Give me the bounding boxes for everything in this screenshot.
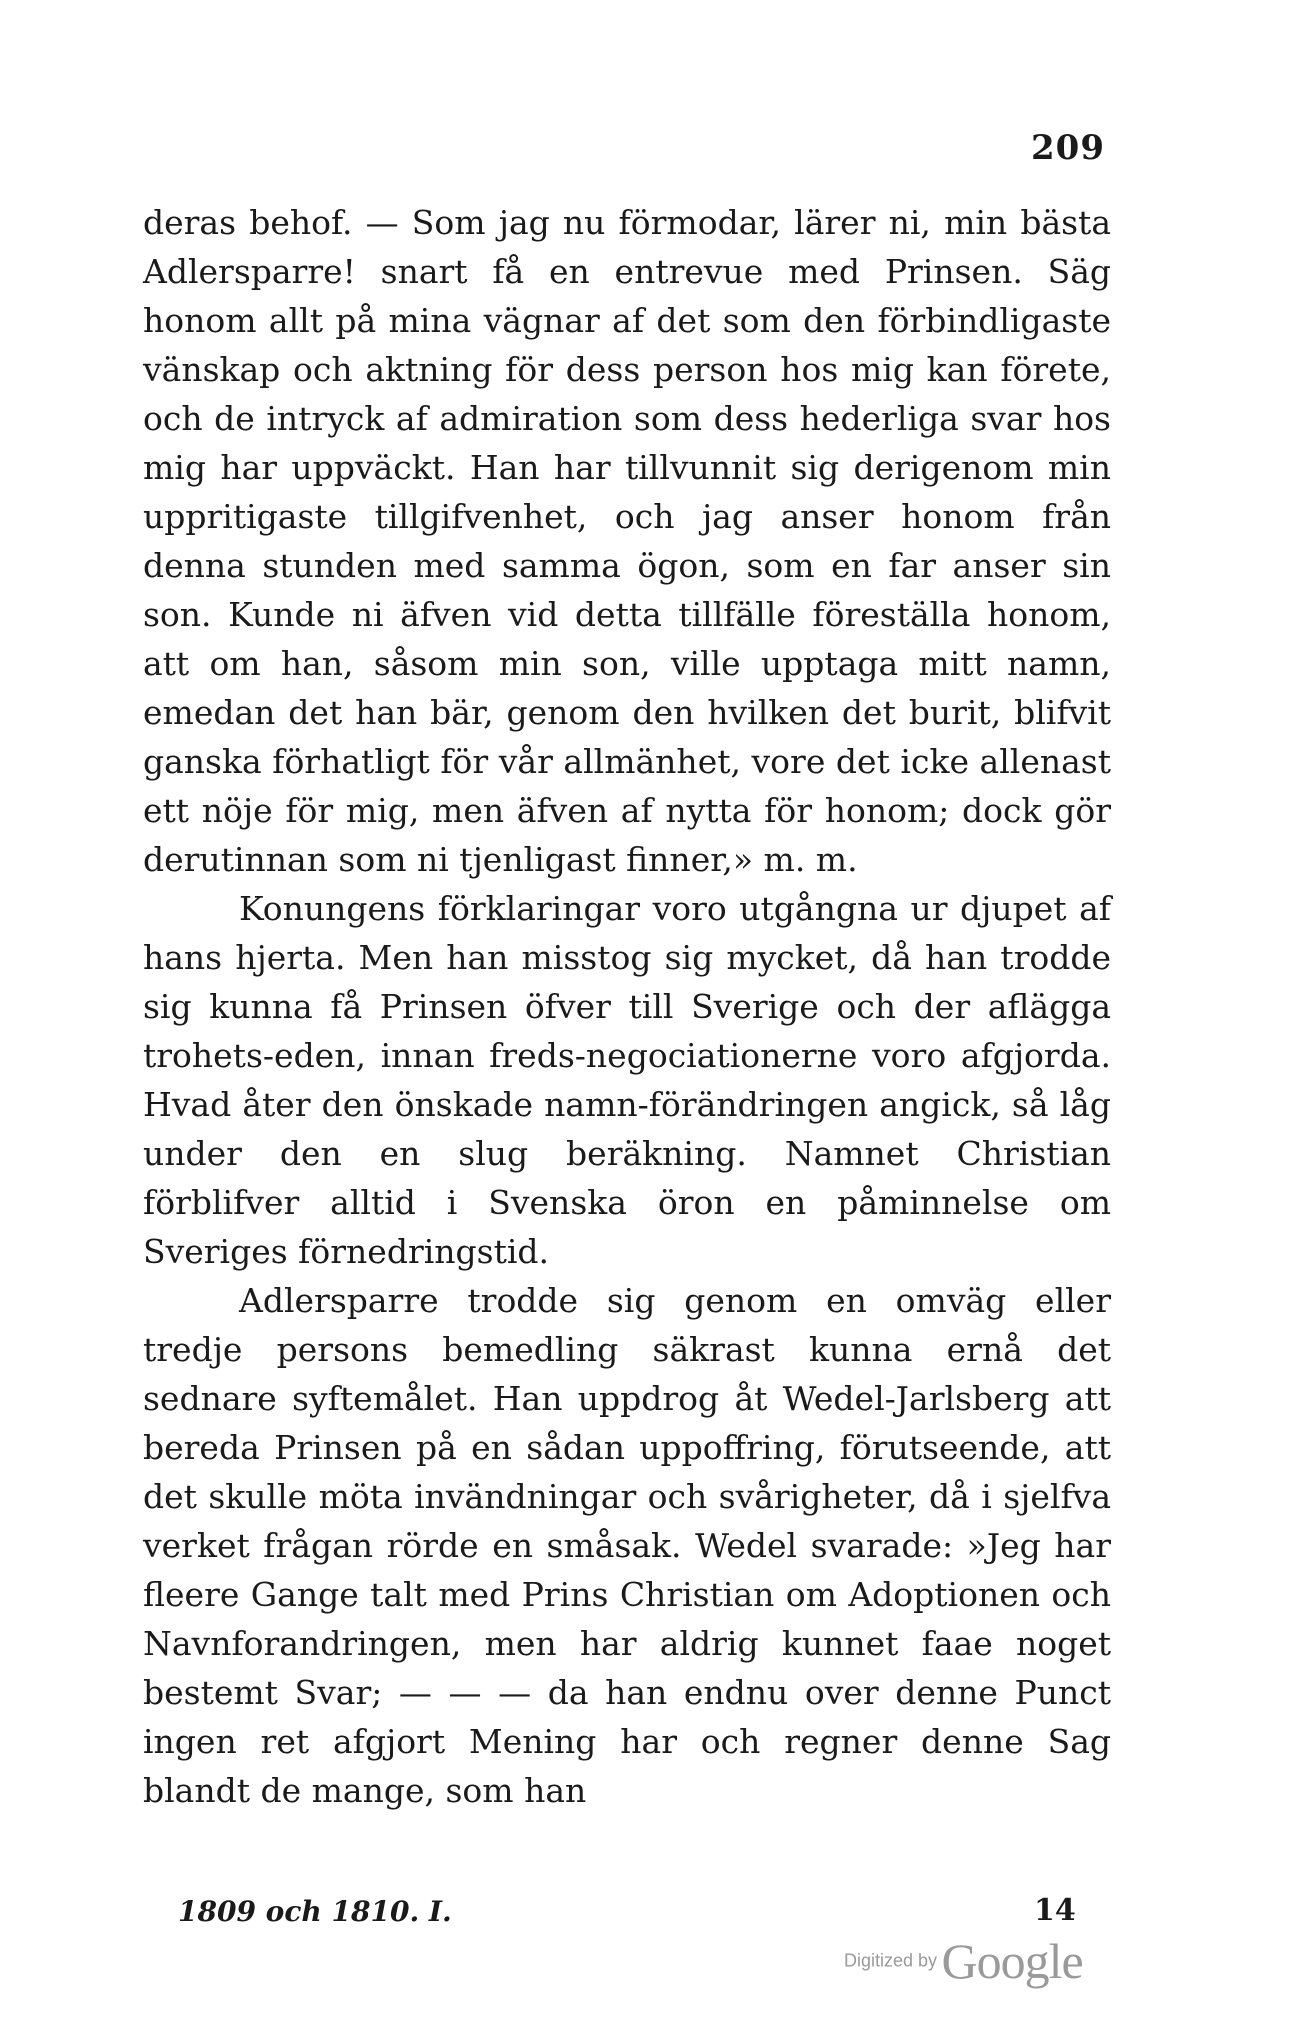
gathering-number: 14: [1034, 1893, 1076, 1928]
body-text: [143, 198, 1111, 1815]
watermark-prefix: Digitized by: [844, 1950, 938, 1971]
paragraph-2: Konungens förklaringar voro utgångna ur djupet af hans hjerta. Men han misstog sig mycket, då han trodde sig kunna få Prinsen öfver till Sverige och der aflägga trohets-eden, innan freds-negociationerne voro afgjorda. Hvad åter den önskade namn-förändringen angick, så låg under den en slug beräkning. Namnet Christian förblifver alltid i Svenska öron en påminnelse om Sveriges förnedringstid.: [143, 889, 1111, 1271]
paragraph-1: deras behof. — Som jag nu förmodar, lärer ni, min bästa Adlersparre! snart få en entrevue med Prinsen. Säg honom allt på mina vägnar af det som den förbindligaste vänskap och aktning för dess person hos mig kan förete, och de intryck af admiration som dess hederliga svar hos mig har uppväckt. Han har tillvunnit sig derigenom min uppritigaste tillgifvenhet, och jag anser honom från denna stunden med samma ögon, som en far anser sin son. Kunde ni äfven vid detta tillfälle föreställa honom, att om han, såsom min son, ville upptaga mitt namn, emedan det han bär, genom den hvilken det burit, blifvit ganska förhatligt för vår allmänhet, vore det icke allenast ett nöje för mig, men äfven af nytta för honom; dock gör derutinnan som ni tjenligast finner,» m. m.: [143, 203, 1111, 879]
paragraph-3: Adlersparre trodde sig genom en omväg eller tredje persons bemedling säkrast kunna ernå det sednare syftemålet. Han uppdrog åt Wedel-Jarlsberg att bereda Prinsen på en sådan uppoffring, förutseende, att det skulle möta invändningar och svårigheter, då i sjelfva verket frågan rörde en småsak. Wedel svarade: »Jeg har fleere Gange talt med Prins Christian om Adoptionen och Navnforandringen, men har aldrig kunnet faae noget bestemt Svar; — — — da han endnu over denne Punct ingen ret afgjort Mening har och regner denne Sag blandt de mange, som han: [143, 1281, 1111, 1810]
watermark-brand: Google: [941, 1933, 1083, 1989]
page-number: 209: [1031, 128, 1105, 168]
digitized-watermark: [844, 1932, 1083, 1990]
signature-mark: 1809 och 1810. I.: [178, 1895, 452, 1928]
